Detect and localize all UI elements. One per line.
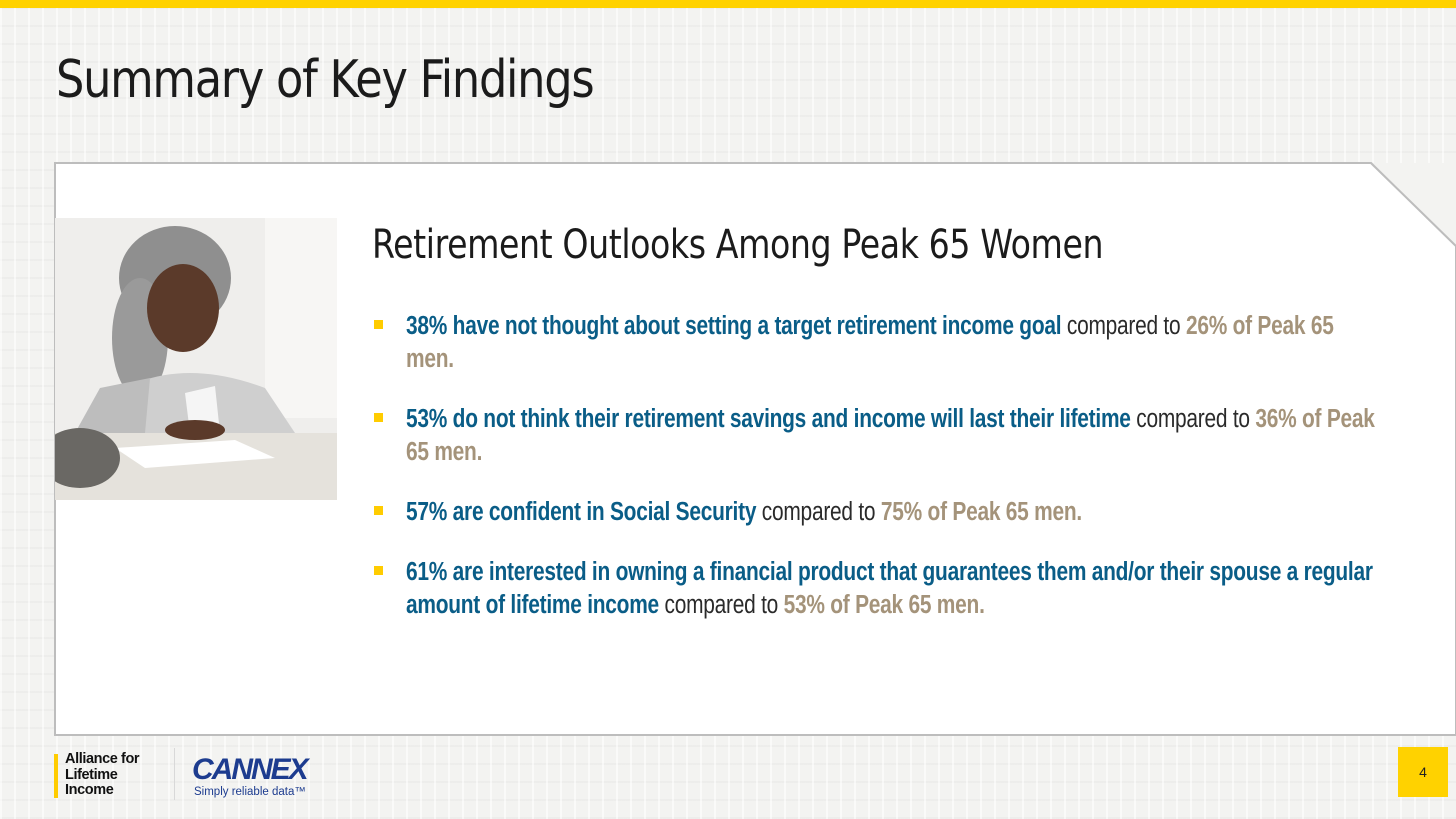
finding-text <box>406 496 1382 529</box>
square-bullet-icon <box>374 320 383 329</box>
finding-connector: compared to <box>1130 405 1256 433</box>
finding-item <box>372 403 1422 469</box>
finding-text <box>406 310 1382 376</box>
finding-comparison: 36% of Peak 65 men. <box>406 405 1375 466</box>
finding-comparison: 75% of Peak 65 men. <box>880 498 1082 526</box>
finding-text <box>406 556 1382 622</box>
alliance-logo-bar <box>54 754 58 798</box>
square-bullet-icon <box>374 413 383 422</box>
panel-heading: Retirement Outlooks Among Peak 65 Women <box>372 222 1104 268</box>
findings-list <box>372 310 1422 649</box>
finding-highlight: 61% are interested in owning a financial product that guarantees them and/or their spouse a regular amount of lifetime income <box>406 558 1373 619</box>
page-number: 4 <box>1398 747 1448 797</box>
cannex-tagline: Simply reliable data™ <box>194 786 306 798</box>
finding-comparison: 26% of Peak 65 men. <box>406 312 1334 373</box>
finding-connector: compared to <box>1061 312 1186 340</box>
cannex-logo <box>190 753 340 801</box>
finding-item <box>372 556 1422 622</box>
finding-highlight: 38% have not thought about setting a target retirement income goal <box>406 312 1062 340</box>
finding-item <box>372 496 1422 529</box>
finding-item <box>372 310 1422 376</box>
finding-connector: compared to <box>756 498 881 526</box>
finding-comparison: 53% of Peak 65 men. <box>783 591 985 619</box>
finding-connector: compared to <box>658 591 784 619</box>
slide-title: Summary of Key Findings <box>56 50 594 110</box>
alliance-logo-text: Alliance for Lifetime Income <box>65 751 140 798</box>
finding-text <box>406 403 1382 469</box>
finding-highlight: 53% do not think their retirement savings and income will last their lifetime <box>406 405 1131 433</box>
cannex-wordmark: CANNEX <box>192 753 307 786</box>
footer-divider <box>174 748 175 800</box>
woman-reviewing-papers-photo <box>55 218 337 500</box>
square-bullet-icon <box>374 566 383 575</box>
alliance-for-lifetime-income-logo <box>54 752 164 800</box>
square-bullet-icon <box>374 506 383 515</box>
finding-highlight: 57% are confident in Social Security <box>406 498 757 526</box>
